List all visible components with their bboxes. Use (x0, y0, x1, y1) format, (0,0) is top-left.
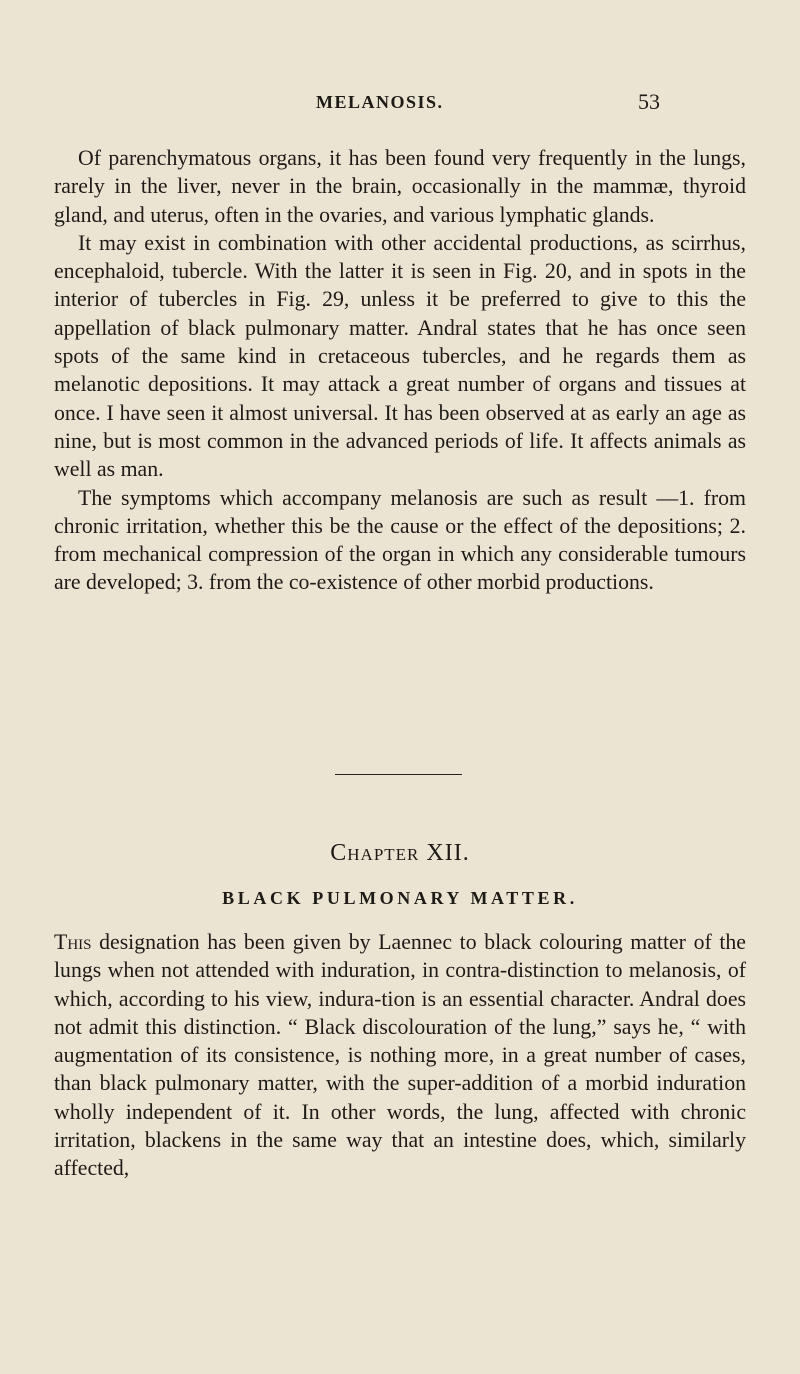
body-text-top (54, 144, 746, 597)
chapter-subheading: BLACK PULMONARY MATTER. (222, 888, 578, 908)
chapter-heading: Chapter XII. (330, 840, 470, 866)
page-number: 53 (638, 89, 660, 114)
running-title: MELANOSIS. (316, 92, 444, 112)
paragraph-combination: It may exist in combination with other accidental productions, as scirrhus, encephaloid, tubercle. With the latter it is seen in Fig. 20, and in spots in the interior of tubercles in Fig. 29, unless it be preferred to give to this the appellation of black pulmonary matter. Andral states that he has once seen spots of the same kind in cretaceous tubercles, and he regards them as melanotic depositions. It may attack a great number of organs and tissues at once. I have seen it almost universal. It has been observed at as early an age as nine, but is most common in the advanced periods of life. It affects animals as well as man. (54, 230, 746, 482)
paragraph-organs: Of parenchymatous organs, it has been found very frequently in the lungs, rarely in the liver, never in the brain, occasionally in the mammæ, thyroid gland, and uterus, often in the ovaries, and various lymphatic glands. (54, 146, 746, 227)
paragraph-lead-word: This (54, 930, 92, 954)
paragraph-symptoms: The symptoms which accompany melanosis are such as result —1. from chronic irritation, whether this be the cause or the effect of the depositions; 2. from mechanical compression of the organ in which any considerable tumours are developed; 3. from the co-existence of other morbid productions. (54, 485, 746, 595)
section-divider (335, 774, 462, 775)
paragraph-designation (54, 928, 746, 1183)
running-head (0, 89, 800, 122)
body-text-bottom (54, 928, 746, 1183)
paragraph-designation-text: designation has been given by Laennec to black colouring matter of the lungs when not attended with induration, in contra-distinction to melanosis, of which, according to his view, indura-tion is an essential character. Andral does not admit this distinction. “ Black discolouration of the lung,” says he, “ with augmentation of its consistence, is nothing more, in a great number of cases, than black pulmonary matter, with the super-addition of a morbid induration wholly independent of it. In other words, the lung, affected with chronic irritation, blackens in the same way that an intestine does, which, similarly affected, (54, 930, 746, 1181)
